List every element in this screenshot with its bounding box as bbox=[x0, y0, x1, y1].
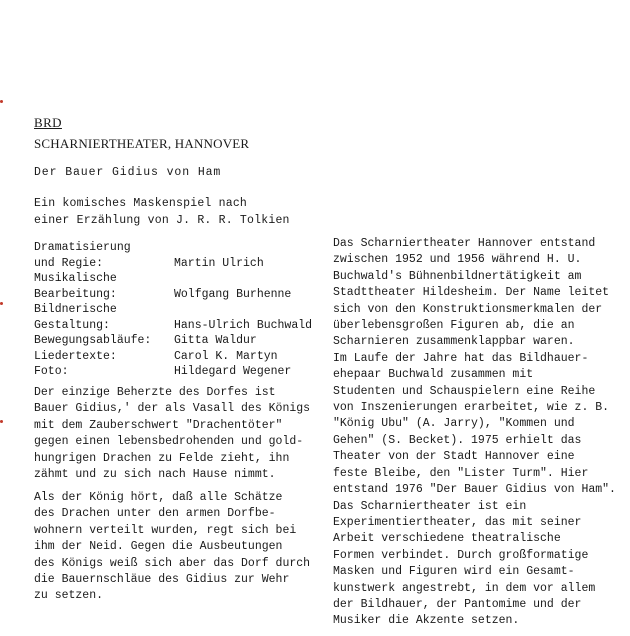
subtitle-line: Ein komisches Maskenspiel nach bbox=[34, 197, 248, 210]
credit-row bbox=[34, 240, 324, 271]
edge-mark-middle bbox=[0, 302, 3, 305]
subtitle-line: einer Erzählung von J. R. R. Tolkien bbox=[34, 213, 290, 227]
theater-name: SCHARNIERTHEATER, HANNOVER bbox=[34, 136, 250, 151]
synopsis-paragraph-2: Als der König hört, daß alle Schätze des Drachen unter den armen Dorfbe- wohnern verteilt wurden, regt sich bei ihm der Neid. Gegen die Ausbeutungen des Königs weiß sich aber das Dorf durch die Bauernschläue des Gidius zur Wehr zu setzen. bbox=[34, 491, 311, 603]
play-title: Der Bauer Gidius von Ham bbox=[34, 166, 222, 179]
credit-name: Gitta Waldur bbox=[174, 334, 257, 347]
credit-role: Musikalische Bearbeitung: bbox=[34, 272, 117, 301]
credit-role: Bildnerische Gestaltung: bbox=[34, 303, 117, 332]
country-heading: BRD bbox=[34, 115, 62, 130]
credit-role: Liedertexte: bbox=[34, 349, 117, 363]
credit-name: Wolfgang Burhenne bbox=[174, 287, 292, 301]
play-subtitle bbox=[34, 196, 290, 229]
credit-role: Bewegungsabläufe: bbox=[34, 334, 152, 347]
credit-row bbox=[34, 364, 324, 380]
credit-row bbox=[34, 302, 324, 333]
credit-row bbox=[34, 333, 324, 349]
credit-row bbox=[34, 271, 324, 302]
credit-row bbox=[34, 349, 324, 365]
credit-role: Foto: bbox=[34, 365, 69, 378]
credits-list bbox=[34, 240, 324, 380]
edge-mark-bottom bbox=[0, 420, 3, 423]
credit-name: Carol K. Martyn bbox=[174, 349, 278, 363]
credit-name: Hans-Ulrich Buchwald bbox=[174, 318, 313, 332]
credit-role: Dramatisierung und Regie: bbox=[34, 241, 131, 270]
edge-mark-top bbox=[0, 100, 3, 103]
theater-history-text: Das Scharniertheater Hannover entstand zwischen 1952 und 1956 während H. U. Buchwald's Bühnenbildnertätigkeit am Stadttheater Hildesheim. Der Name leitet sich von den Konstruktionsmerkmalen der überlebensgroßen Figuren ab, die an Scharnieren zusammenklappbar waren. Im Laufe der Jahre hat das Bildhauer- ehepaar Buchwald zusammen mit Studenten und Schauspielern eine Reihe von Inszenierungen erarbeitet, wie z. B. "König Ubu" (A. Jarry), "Kommen und Gehen" (S. Becket). 1975 erhielt das Theater von der Stadt Hannover eine feste Bleibe, den "Lister Turm". Hier entstand 1976 "Der Bauer Gidius von Ham". Das Scharniertheater ist ein Experimentiertheater, das mit seiner Arbeit verschiedene theatralische Formen verbindet. Durch großformatige Masken und Figuren wird ein Gesamt- kunstwerk angestrebt, in dem vor allem der Bildhauer, der Pantomime und der Musiker die Akzente setzen. bbox=[333, 237, 616, 628]
credit-name: Martin Ulrich bbox=[174, 256, 264, 270]
synopsis-paragraph-1: Der einzige Beherzte des Dorfes ist Bauer Gidius,' der als Vasall des Königs mit dem Zauberschwert "Drachentöter" gegen einen lebensbedrohenden und gold- hungrigen Drachen zu Felde zieht, ihn zähmt und zu sich nach Hause nimmt. bbox=[34, 386, 311, 482]
credit-name: Hildegard Wegener bbox=[174, 365, 292, 378]
